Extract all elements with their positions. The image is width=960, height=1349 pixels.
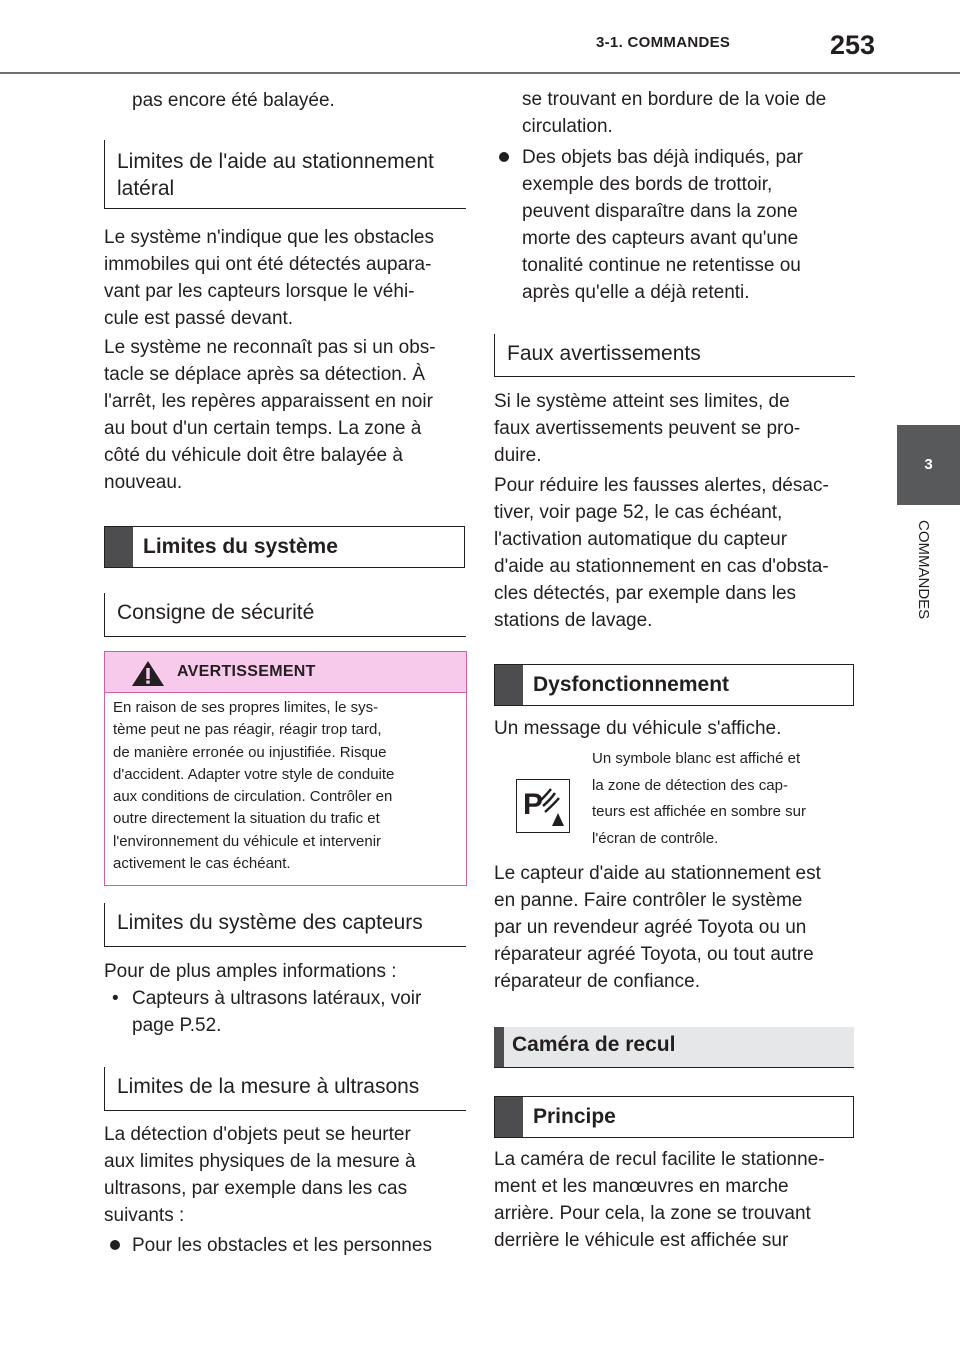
paragraph-rear-camera: La caméra de recul facilite le stationne- ment et les manœuvres en marche arrière. Pour cela, la zone se trouvant derrière le véhicule est affichée sur bbox=[494, 1149, 825, 1251]
continuation-text: se trouvant en bordure de la voie de circulation. bbox=[522, 89, 827, 137]
list-item-side-sensors: Capteurs à ultrasons latéraux, voir page P.52. bbox=[132, 988, 422, 1036]
heading-malfunction: Dysfonctionnement bbox=[494, 664, 854, 706]
warning-box bbox=[104, 651, 467, 886]
paragraph-detection: La détection d'objets peut se heurter aux limites physiques de la mesure à ultrasons, par exemple dans les cas suivants : bbox=[104, 1124, 416, 1226]
warning-header bbox=[105, 652, 466, 693]
paragraph-more-info: Pour de plus amples informations : bbox=[104, 961, 397, 982]
heading-ultrasonic-limits: Limites de la mesure à ultrasons bbox=[104, 1067, 466, 1111]
paragraph-false-warnings: Si le système atteint ses limites, de faux avertissements peuvent se pro- duire. bbox=[494, 391, 801, 466]
icon-description: Un symbole blanc est affiché et la zone de détection des cap- teurs est affichée en sombre sur l'écran de contrôle. bbox=[592, 750, 806, 847]
heading-principle: Principe bbox=[494, 1096, 854, 1138]
bullet-obstacles-persons: Pour les obstacles et les personnes bbox=[132, 1235, 432, 1256]
bullet-dot bbox=[110, 1240, 120, 1250]
paragraph-static-obstacles: Le système n'indique que les obstacles immobiles qui ont été détectés aupara- vant par les capteurs lorsque le véhi- cule est passé devant. bbox=[104, 227, 434, 329]
paragraph-moving-obstacles: Le système ne reconnaît pas si un obs- tacle se déplace après sa détection. À l'arrêt, les repères apparaissent en noir au bout d'un certain temps. La zone à côté du véhicule doit être balayée à nouveau. bbox=[104, 337, 436, 493]
parking-sensor-icon bbox=[516, 779, 570, 833]
heading-lateral-limits: Limites de l'aide au stationnement latéral bbox=[104, 140, 466, 209]
intro-line: pas encore été balayée. bbox=[132, 90, 335, 111]
chapter-tab-label: COMMANDES bbox=[915, 520, 932, 620]
bullet-dot bbox=[499, 152, 509, 162]
page-number: 253 bbox=[830, 30, 876, 60]
heading-false-warnings: Faux avertissements bbox=[494, 334, 855, 377]
heading-system-limits: Limites du système bbox=[104, 526, 465, 568]
heading-sensor-limits: Limites du système des capteurs bbox=[104, 903, 466, 947]
paragraph-reduce-alerts: Pour réduire les fausses alertes, désac- tiver, voir page 52, le cas échéant, l'activation automatique du capteur d'aide au stationnement en cas d'obsta- cles détectés, par exemple dans les stations de lavage. bbox=[494, 475, 829, 631]
list-bullet: • bbox=[112, 988, 119, 1009]
header-rule bbox=[0, 72, 960, 74]
paragraph-vehicle-message: Un message du véhicule s'affiche. bbox=[494, 718, 782, 739]
warning-title: AVERTISSEMENT bbox=[177, 663, 316, 680]
running-header-section: 3-1. COMMANDES bbox=[596, 34, 731, 51]
warning-text: En raison de ses propres limites, le sys- tème peut ne pas réagir, réagir trop tard, de manière erronée ou injustifiée. Risque d'accident. Adapter votre style de conduite aux conditions de circulation. Contrôler en outre directement la situation du trafic et l'environnement du véhicule et intervenir activement le cas échéant. bbox=[113, 699, 395, 873]
chapter-tab: 3 bbox=[897, 425, 960, 505]
warning-triangle-icon bbox=[131, 660, 165, 687]
bullet-low-objects: Des objets bas déjà indiqués, par exemple des bords de trottoir, peuvent disparaître dans la zone morte des capteurs avant qu'une tonalité continue ne retentisse ou après qu'elle a déjà retenti. bbox=[522, 147, 803, 303]
heading-rear-camera: Caméra de recul bbox=[494, 1027, 854, 1068]
paragraph-sensor-fault: Le capteur d'aide au stationnement est en panne. Faire contrôler le système par un revendeur agréé Toyota ou un réparateur agréé Toyota, ou tout autre réparateur de confiance. bbox=[494, 863, 821, 992]
heading-safety: Consigne de sécurité bbox=[104, 593, 466, 637]
svg-text:P: P bbox=[523, 788, 544, 821]
